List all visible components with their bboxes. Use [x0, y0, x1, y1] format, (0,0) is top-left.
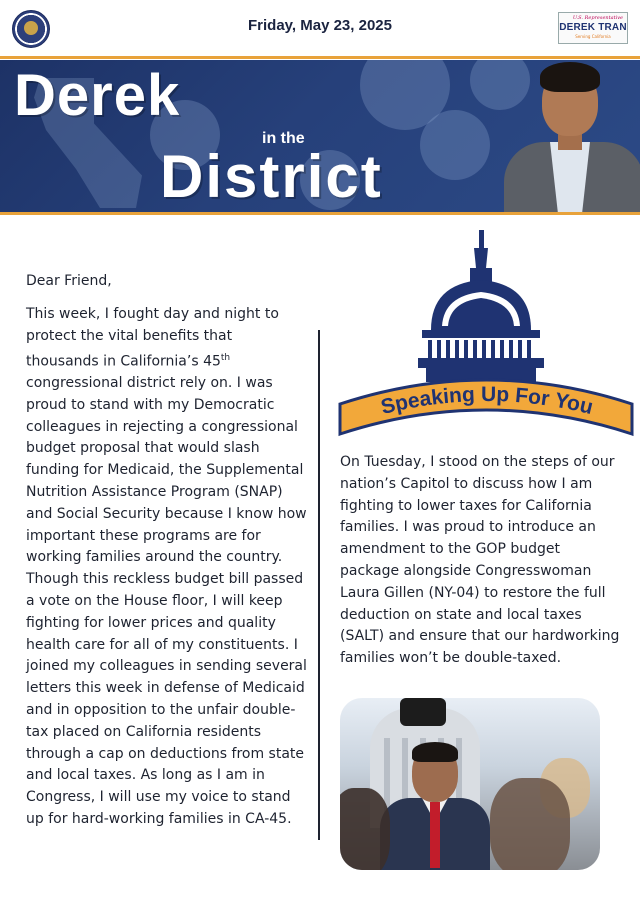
tuesday-story: On Tuesday, I stood on the steps of our nation’s Capitol to discuss how I am fighting to lower taxes for California families. I was proud to introduce an amendment to the GOP budget package alongside Congresswoman Laura Gillen (NY-04) to restore the full deduction on state and local taxes (SALT) and ensure that our hardworking families won’t be double-taxed. — [340, 454, 620, 667]
letter-body — [26, 304, 308, 831]
letter-body-sup: th — [220, 352, 231, 363]
banner-title-derek: Derek — [14, 63, 181, 128]
capitol-dome-icon — [336, 226, 636, 446]
logo-sub-text: Serving California — [575, 34, 611, 39]
banner-title-in-the: in the — [262, 130, 305, 147]
logo-name: DEREK TRAN — [559, 22, 627, 33]
ribbon-text: Speaking Up For You — [378, 382, 596, 420]
logo-top-text: U.S. Representative — [572, 15, 623, 21]
capitol-press-photo — [340, 698, 600, 870]
salutation: Dear Friend, — [26, 273, 112, 289]
congressman-portrait — [498, 60, 640, 214]
newsletter-date: Friday, May 23, 2025 — [248, 17, 392, 34]
column-divider — [318, 330, 320, 840]
derek-tran-logo — [558, 12, 628, 44]
letter-body-part1: This week, I fought day and night to protect the vital benefits that thousands in California’s 45 — [26, 306, 279, 370]
banner-gold-rule — [0, 212, 640, 215]
banner — [0, 60, 640, 214]
poppy-decoration — [420, 110, 490, 180]
banner-title-district: District — [160, 143, 383, 210]
header-strip — [0, 0, 640, 58]
top-gold-rule — [0, 56, 640, 59]
letter-body-part2: congressional district rely on. I was proud to stand with my Democratic colleagues in rejecting a congressional budget proposal that would slash funding for Medicaid, the Supplemental Nutrition Assistance Program (SNAP) and Social Security because I know how important these programs are for working families around the country. Though this reckless budget bill passed a vote on the House floor, I will keep fighting for lower prices and quality health care for all of my constituents. I joined my colleagues in sending several letters this week in defense of Medicaid and in opposition to the unfair double-tax placed on California residents through a cap on deductions from state and local taxes. As long as I am in Congress, I will use my voice to stand up for hard-working families in CA-45. — [26, 375, 307, 827]
camera-icon — [400, 698, 446, 726]
